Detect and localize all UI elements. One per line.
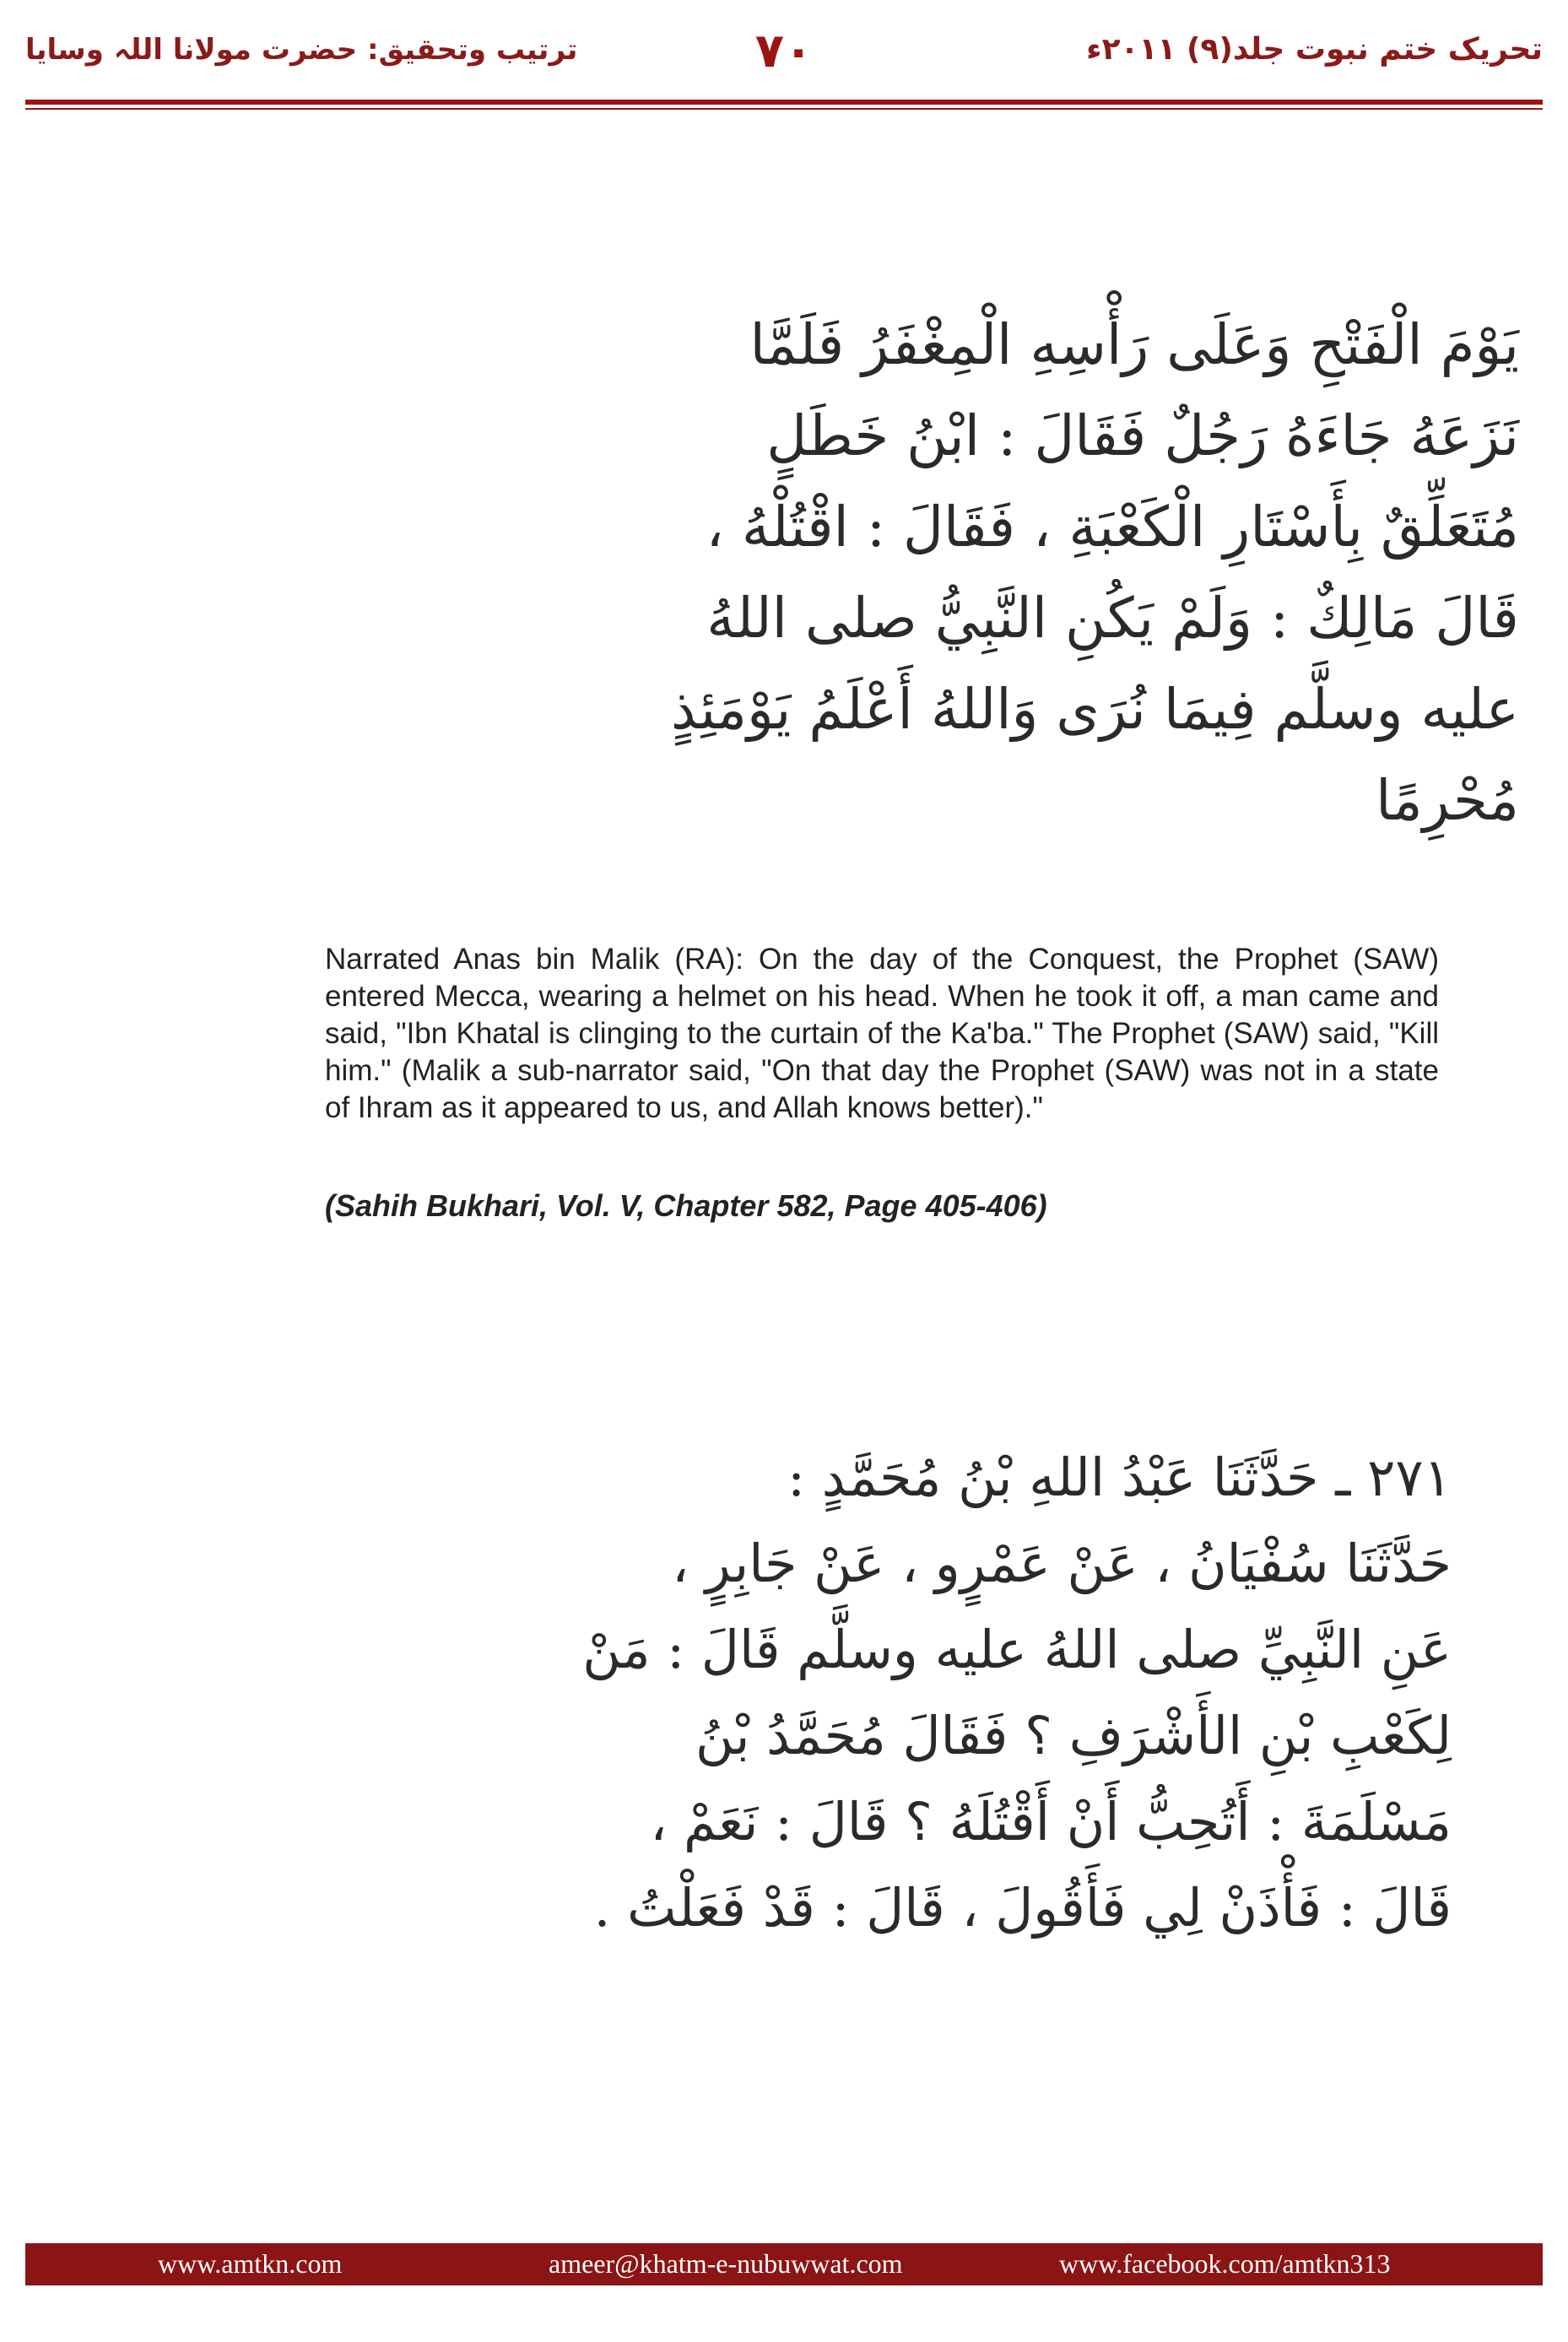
- arabic-line: ٢٧١ ـ حَدَّثَنَا عَبْدُ اللهِ بْنُ مُحَمَّدٍ :: [787, 1447, 1452, 1508]
- arabic-line: مُتَعَلِّقٌ بِأَسْتَارِ الْكَعْبَةِ ، فَقَالَ : اقْتُلْهُ ،: [706, 495, 1519, 560]
- citation: (Sahih Bukhari, Vol. V, Chapter 582, Page 405-406): [325, 1188, 1047, 1223]
- page-number: ۷۰: [754, 24, 814, 78]
- arabic-line: مَسْلَمَةَ : أَتُحِبُّ أَنْ أَقْتُلَهُ ؟ قَالَ : نَعَمْ ،: [650, 1791, 1452, 1853]
- footer-email-link[interactable]: ameer@khatm-e-nubuwwat.com: [549, 2248, 903, 2279]
- arabic-line: يَوْمَ الْفَتْحِ وَعَلَى رَأْسِهِ الْمِغْفَرُ فَلَمَّا: [749, 312, 1519, 377]
- footer-website-link[interactable]: www.amtkn.com: [158, 2248, 343, 2279]
- arabic-line: حَدَّثَنَا سُفْيَانُ ، عَنْ عَمْرٍو ، عَنْ جَابِرٍ ،: [672, 1533, 1452, 1594]
- english-translation: Narrated Anas bin Malik (RA): On the day of the Conquest, the Prophet (SAW) entered Mecca, wearing a helmet on his head. When he took it off, a man came and said, "Ibn Khatal is clinging to the curtain of the Ka'ba." The Prophet (SAW) said, "Kill him." (Malik a sub-narrator said, "On that day the Prophet (SAW) was not in a state of Ihram as it appeared to us, and Allah knows better).": [325, 943, 1439, 1124]
- page-footer: [25, 2243, 1543, 2285]
- arabic-line: مُحْرِمًا: [1376, 768, 1519, 833]
- arabic-line: عَنِ النَّبِيِّ صلى اللهُ عليه وسلَّم قَالَ : مَنْ: [582, 1619, 1452, 1680]
- arabic-line: قَالَ : فَأْذَنْ لِي فَأَقُولَ ، قَالَ : قَدْ فَعَلْتُ .: [593, 1877, 1452, 1939]
- arabic-line: عليه وسلَّم فِيمَا نُرَى وَاللهُ أَعْلَمُ يَوْمَئِذٍ: [671, 677, 1519, 742]
- arabic-passage-2: [346, 1435, 1452, 1951]
- arabic-passage-1: [422, 300, 1519, 846]
- compiler-credit: ترتیب وتحقیق: حضرت مولانا اللہ وسایا: [25, 33, 578, 67]
- arabic-line: قَالَ مَالِكٌ : وَلَمْ يَكُنِ النَّبِيُّ صلى اللهُ: [706, 586, 1519, 651]
- header-rule-thick: [25, 100, 1543, 105]
- arabic-line: لِكَعْبِ بْنِ الأَشْرَفِ ؟ فَقَالَ مُحَمَّدُ بْنُ: [695, 1705, 1452, 1766]
- arabic-line: نَزَعَهُ جَاءَهُ رَجُلٌ فَقَالَ : ابْنُ خَطَلٍ: [766, 403, 1519, 468]
- page-header: [25, 24, 1543, 91]
- header-rule-thin: [25, 108, 1543, 110]
- book-title: تحریک ختم نبوت جلد(۹) ۲۰۱۱ء: [1086, 32, 1543, 67]
- footer-facebook-link[interactable]: www.facebook.com/amtkn313: [1059, 2248, 1391, 2279]
